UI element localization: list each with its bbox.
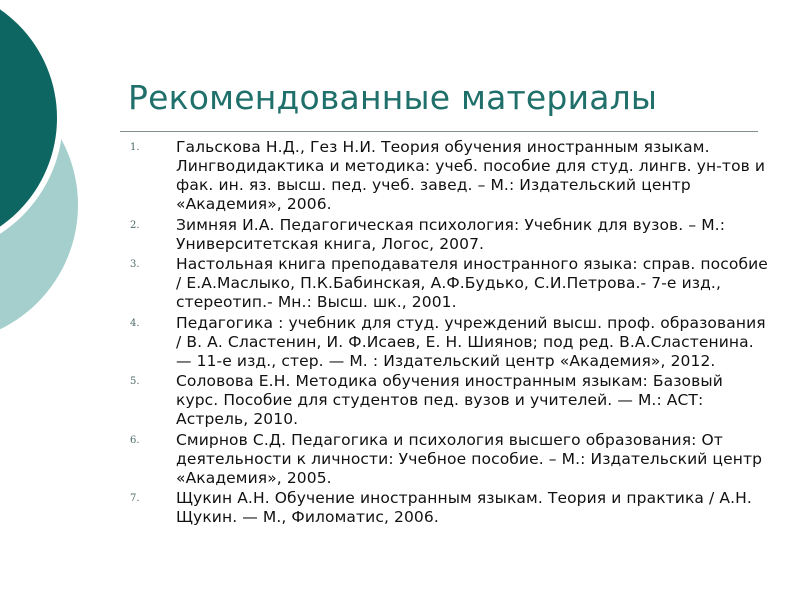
list-item: [130, 138, 770, 214]
decorative-circles: [0, 0, 140, 330]
list-number: 1.: [130, 142, 140, 153]
list-item: [130, 489, 770, 527]
list-item: [130, 255, 770, 312]
list-number: 2.: [130, 219, 140, 231]
list-number: 6.: [130, 434, 140, 446]
list-number: 4.: [130, 317, 140, 329]
slide-title: Рекомендованные материалы: [128, 78, 658, 117]
reference-text: Зимняя И.А. Педагогическая психология: Учебник для вузов. – М.: Университетская книга, Логос, 2007.: [176, 215, 726, 253]
reference-text: Щукин А.Н. Обучение иностранным языкам. Теория и практика / А.Н. Щукин. — М., Филоматис, 2006.: [176, 489, 752, 526]
list-item: [130, 372, 770, 429]
list-item: [130, 216, 770, 254]
reference-text: Настольная книга преподавателя иностранного языка: справ. пособие / Е.А.Маслыко, П.К.Бабинская, А.Ф.Будько, С.И.Петрова.- 7-е изд., стереотип.- Мн.: Высш. шк., 2001.: [176, 255, 768, 311]
reference-text: Педагогика : учебник для студ. учреждений высш. проф. образования / В. А. Сластенин, И. Ф.Исаев, Е. Н. Шиянов; под ред. В.А.Сластенина. — 11-е изд., стер. — М. : Издательский центр «Академия», 2012.: [176, 313, 766, 370]
title-divider: [120, 131, 758, 132]
reference-text: Смирнов С.Д. Педагогика и психология высшего образования: От деятельности к личности: Учебное пособие. – М.: Издательский центр «Академия», 2005.: [176, 430, 763, 487]
list-number: 5.: [130, 376, 140, 387]
list-item: [130, 314, 770, 371]
reference-text: Соловова Е.Н. Методика обучения иностранным языкам: Базовый курс. Пособие для студентов пед. вузов и учителей. — М.: АСТ: Астрель, 2010.: [176, 372, 723, 428]
list-item: [130, 431, 770, 488]
list-number: 7.: [130, 493, 140, 504]
reference-text: Гальскова Н.Д., Гез Н.И. Теория обучения иностранным языкам. Лингводидактика и методика: учеб. пособие для студ. лингв. ун-тов и фак. ин. яз. высш. пед. учеб. завед. – М.: Издательский центр «Академия», 2006.: [176, 138, 766, 213]
reference-list: [130, 138, 770, 529]
list-number: 3.: [130, 259, 140, 270]
